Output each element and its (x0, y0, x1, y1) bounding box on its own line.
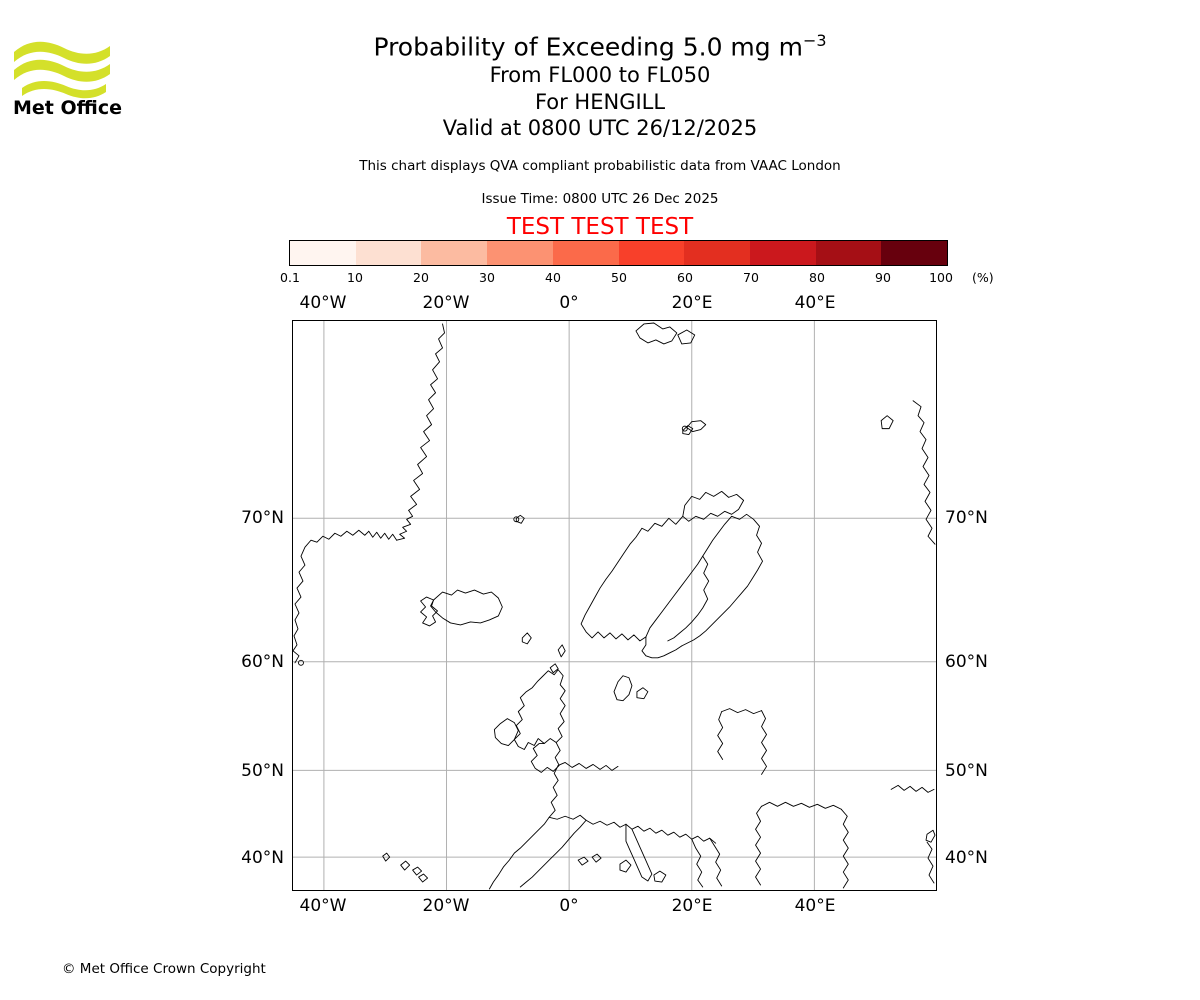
colorbar-tick: 30 (479, 270, 495, 285)
page-title-text: Probability of Exceeding 5.0 mg m (373, 32, 803, 62)
colorbar-tick: 50 (611, 270, 627, 285)
lon-label-top: 0° (559, 293, 579, 313)
lat-label-right: 60°N (945, 652, 988, 672)
colorbar-tick: 20 (413, 270, 429, 285)
lat-label-right: 40°N (945, 848, 988, 868)
valid-time: Valid at 0800 UTC 26/12/2025 (442, 116, 758, 140)
colorbar-tick: 100 (929, 270, 953, 285)
lon-label-bottom: 20°E (671, 896, 713, 916)
colorbar-segment (290, 241, 356, 265)
lon-label-bottom: 40°W (299, 896, 347, 916)
lat-label-left: 70°N (241, 508, 284, 528)
colorbar-segment (619, 241, 685, 265)
colorbar-units: (%) (972, 270, 994, 285)
page-title (0, 26, 1200, 62)
lon-label-top: 20°E (671, 293, 713, 313)
colorbar-segment (421, 241, 487, 265)
lat-label-right: 50°N (945, 761, 988, 781)
lat-label-left: 40°N (241, 848, 284, 868)
colorbar-segment (881, 241, 947, 265)
probability-colorbar (289, 240, 948, 266)
colorbar-tick: 90 (875, 270, 891, 285)
colorbar-segment (487, 241, 553, 265)
map-gridlines (293, 321, 936, 890)
colorbar-segment (816, 241, 882, 265)
colorbar-tick-labels (0, 270, 1200, 286)
colorbar-segment (356, 241, 422, 265)
colorbar-tick: 80 (809, 270, 825, 285)
copyright-notice: © Met Office Crown Copyright (62, 961, 266, 977)
colorbar-segment (553, 241, 619, 265)
colorbar-tick: 40 (545, 270, 561, 285)
colorbar-segment (750, 241, 816, 265)
colorbar-segment (684, 241, 750, 265)
lon-label-top: 40°W (299, 293, 347, 313)
lat-label-left: 60°N (241, 652, 284, 672)
lon-label-bottom: 40°E (794, 896, 836, 916)
qva-note: This chart displays QVA compliant probabilistic data from VAAC London (359, 158, 841, 174)
lat-label-left: 50°N (241, 761, 284, 781)
lon-label-top: 20°W (422, 293, 470, 313)
colorbar-tick: 60 (677, 270, 693, 285)
flight-level-range: From FL000 to FL050 (489, 63, 711, 87)
issue-time: Issue Time: 0800 UTC 26 Dec 2025 (481, 191, 719, 207)
colorbar-tick: 10 (347, 270, 363, 285)
test-banner: TEST TEST TEST (506, 214, 694, 240)
lon-label-bottom: 0° (559, 896, 579, 916)
colorbar-tick: 70 (743, 270, 759, 285)
page-title-exponent: −3 (802, 31, 827, 50)
map-coastlines (293, 323, 935, 889)
volcano-name: For HENGILL (534, 90, 666, 114)
lon-label-top: 40°E (794, 293, 836, 313)
ash-concentration-map[interactable] (292, 320, 937, 891)
colorbar-tick: 0.1 (280, 270, 300, 285)
lon-label-bottom: 20°W (422, 896, 470, 916)
logo-text: Met Office (13, 97, 122, 117)
lat-label-right: 70°N (945, 508, 988, 528)
